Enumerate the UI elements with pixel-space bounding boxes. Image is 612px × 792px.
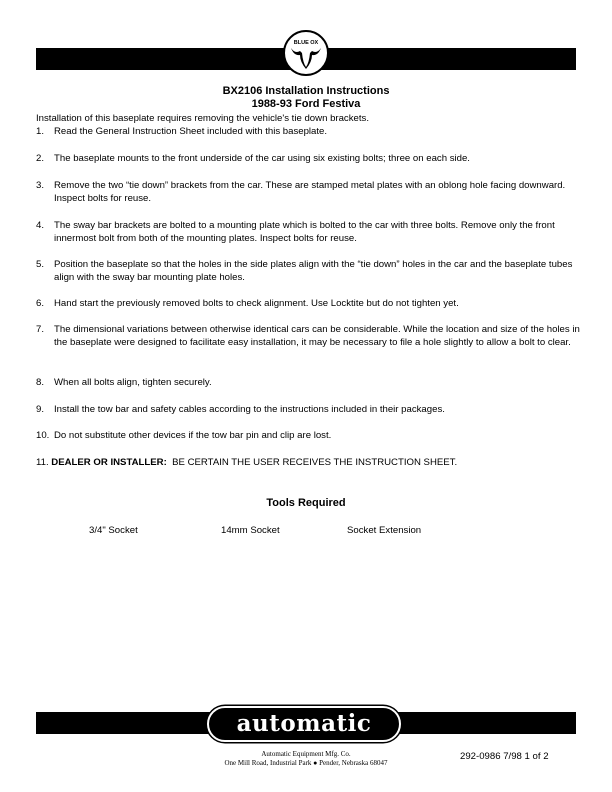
dealer-warning-label: DEALER OR INSTALLER: <box>51 457 167 468</box>
step-text: Remove the two “tie down” brackets from the car. These are stamped metal plates with an oblong hole facing downward. Inspect bolts for reuse. <box>54 180 566 204</box>
step-text: Install the tow bar and safety cables according to the instructions included in their packages. <box>54 404 445 415</box>
step-10 <box>36 430 581 443</box>
step-text: Do not substitute other devices if the tow bar pin and clip are lost. <box>54 430 332 441</box>
step-4 <box>36 220 581 245</box>
step-number: 6. <box>36 298 45 309</box>
step-2 <box>36 153 581 166</box>
step-6 <box>36 298 581 311</box>
company-address: One Mill Road, Industrial Park ● Pender, Nebraska 68047 <box>224 759 388 767</box>
step-number: 8. <box>36 377 45 388</box>
step-text: Hand start the previously removed bolts to check alignment. Use Locktite but do not tighten yet. <box>54 298 459 309</box>
step-1 <box>36 126 581 139</box>
blue-ox-logo <box>283 30 329 76</box>
tool-item: Socket Extension <box>347 525 422 536</box>
step-5 <box>36 259 581 284</box>
step-11 <box>36 457 457 468</box>
step-3 <box>36 180 581 205</box>
step-text: The sway bar brackets are bolted to a mounting plate which is bolted to the car with three bolts. Remove only the front innermost bolt from both of the mounting plates. Inspect bolts for reuse. <box>54 220 555 244</box>
step-number: 5. <box>36 259 45 270</box>
logo-text: BLUE OX <box>293 40 319 46</box>
step-text: Position the baseplate so that the holes in the side plates align with the “tie down” holes in the car and the baseplate tubes align with the sway bar mounting plate holes. <box>54 259 573 283</box>
company-name: Automatic Equipment Mfg. Co. <box>261 750 351 758</box>
step-number: 9. <box>36 404 45 415</box>
tool-item: 3/4" Socket <box>89 525 138 536</box>
step-9 <box>36 404 581 417</box>
step-7 <box>36 324 581 349</box>
step-number: 11. <box>36 457 49 468</box>
automatic-logo <box>207 706 401 742</box>
step-number: 7. <box>36 324 45 335</box>
intro-text: Installation of this baseplate requires removing the vehicle's tie down brackets. <box>36 113 369 124</box>
brand-name: automatic <box>236 710 372 737</box>
step-text: BE CERTAIN THE USER RECEIVES THE INSTRUCTION SHEET. <box>172 457 458 468</box>
step-number: 1. <box>36 126 45 137</box>
step-8 <box>36 377 581 390</box>
step-text: The baseplate mounts to the front underside of the car using six existing bolts; three on each side. <box>54 153 470 164</box>
document-number: 292-0986 7/98 1 of 2 <box>460 751 549 762</box>
document-subtitle: 1988-93 Ford Festiva <box>251 98 361 110</box>
step-text: Read the General Instruction Sheet included with this baseplate. <box>54 126 328 137</box>
step-number: 3. <box>36 180 45 191</box>
document-title: BX2106 Installation Instructions <box>222 85 390 97</box>
tool-item: 14mm Socket <box>221 525 280 536</box>
tools-required-heading: Tools Required <box>266 497 346 509</box>
step-text: When all bolts align, tighten securely. <box>54 377 212 388</box>
step-number: 10. <box>36 430 50 441</box>
step-text: The dimensional variations between otherwise identical cars can be considerable. While the location and size of the holes in the baseplate were designed to facilitate easy installation, it may be necessary to file a hole slightly to allow a bolt to clear. <box>54 324 580 348</box>
step-number: 2. <box>36 153 45 164</box>
ox-head-icon <box>285 32 327 74</box>
step-number: 4. <box>36 220 45 231</box>
